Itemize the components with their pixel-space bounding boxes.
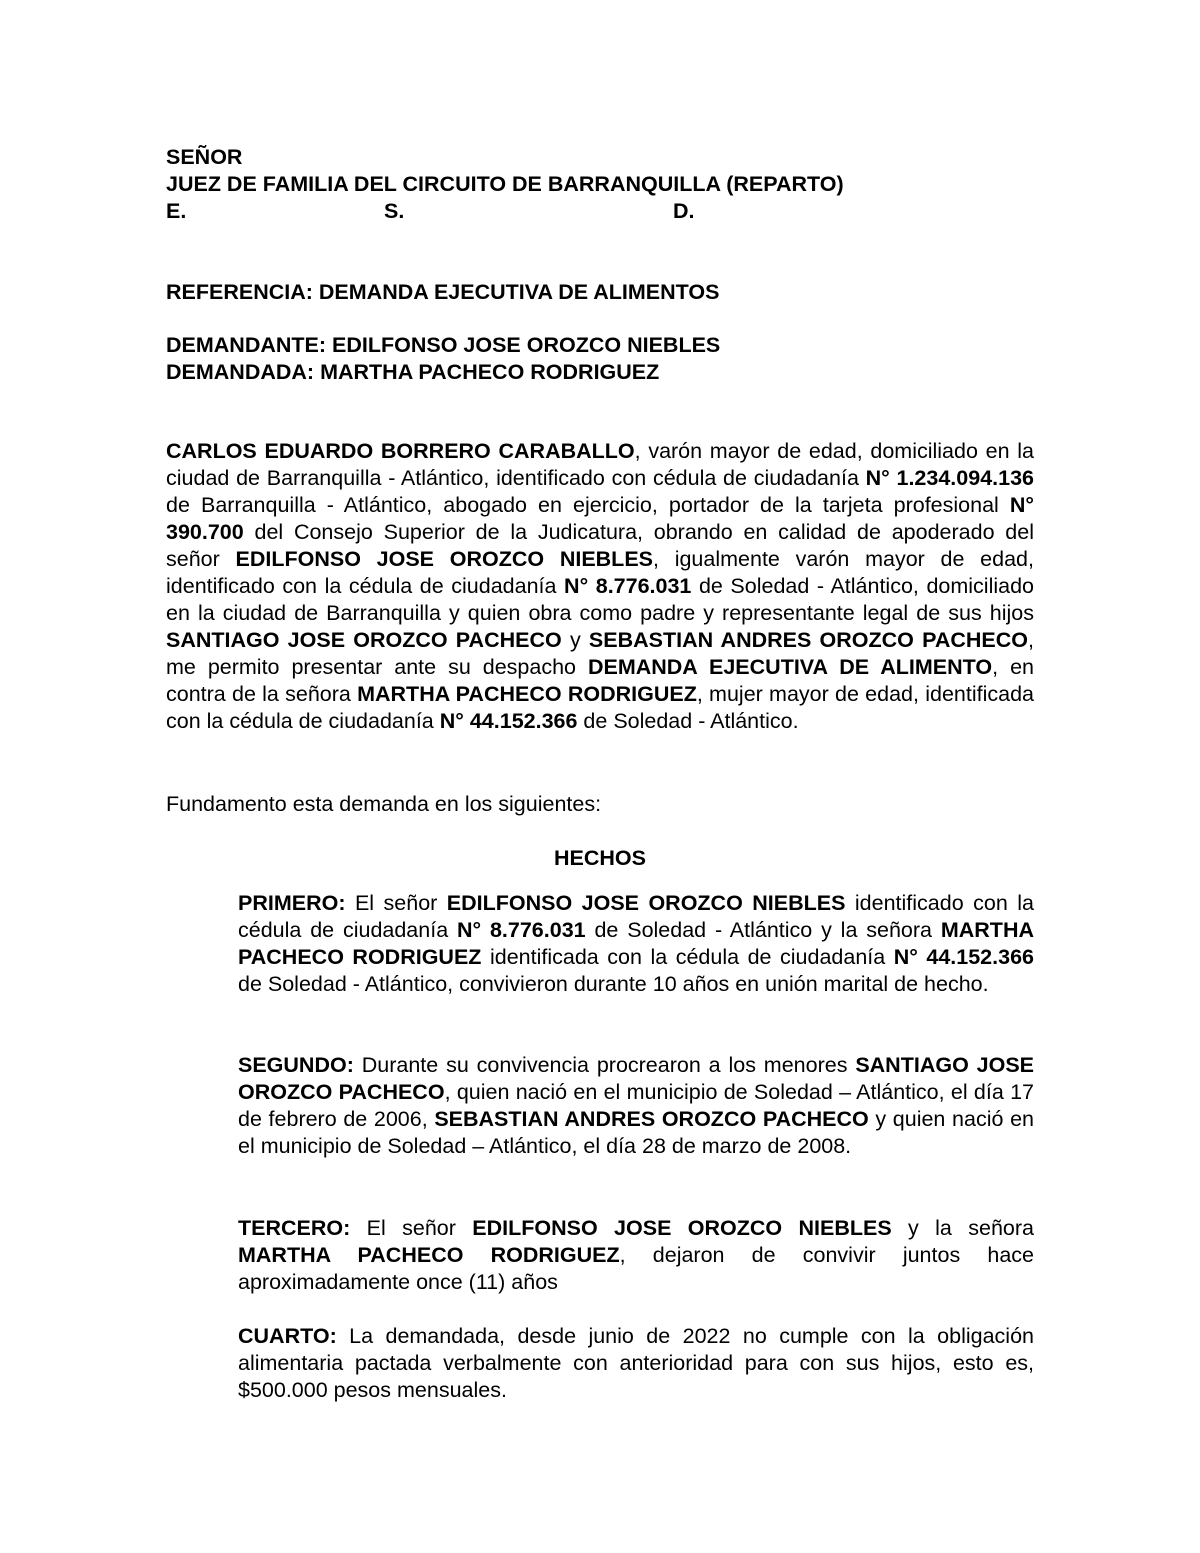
intro-text: de Soledad - Atlántico.	[577, 709, 799, 733]
hecho-text: identificado con la cédula de ciudadanía	[238, 891, 1034, 942]
defendant-name: MARTHA PACHECO RODRIGUEZ	[238, 918, 1034, 969]
hecho-text: de Soledad - Atlántico, convivieron durante 10 años en unión marital de hecho.	[238, 972, 989, 996]
attorney-name: CARLOS EDUARDO BORRERO CARABALLO	[166, 439, 635, 463]
hecho-primero	[238, 890, 1034, 998]
intro-text: , me permito presentar ante su despacho	[166, 628, 1035, 679]
hecho-text: de Soledad - Atlántico y la señora	[585, 918, 941, 942]
plaintiff-name: EDILFONSO JOSE OROZCO NIEBLES	[446, 891, 846, 915]
hecho-tercero	[238, 1215, 1034, 1296]
defendant-id: N° 44.152.366	[893, 945, 1034, 969]
hecho-label: CUARTO:	[238, 1324, 337, 1348]
demand-type: DEMANDA EJECUTIVA DE ALIMENTO	[587, 655, 993, 679]
hecho-cuarto	[238, 1323, 1034, 1404]
referencia: REFERENCIA: DEMANDA EJECUTIVA DE ALIMENTOS	[166, 280, 720, 304]
plaintiff-id: N° 8.776.031	[564, 574, 692, 598]
intro-text: , igualmente varón mayor de edad, identificado con la cédula de ciudadanía	[166, 547, 1034, 598]
attorney-id: N° 1.234.094.136	[865, 466, 1034, 490]
intro-text: , varón mayor de edad, domiciliado en la ciudad de Barranquilla - Atlántico, identificado con cédula de ciudadanía	[166, 439, 1034, 490]
defendant-name: MARTHA PACHECO RODRIGUEZ	[357, 682, 697, 706]
court-name: JUEZ DE FAMILIA DEL CIRCUITO DE BARRANQUILLA (REPARTO)	[166, 172, 844, 196]
defendant-name: MARTHA PACHECO RODRIGUEZ	[238, 1243, 620, 1267]
demandada: DEMANDADA: MARTHA PACHECO RODRIGUEZ	[166, 360, 660, 384]
professional-card: N° 390.700	[166, 493, 1034, 544]
defendant-id: N° 44.152.366	[439, 709, 578, 733]
hecho-text: y quien nació en el municipio de Soledad – Atlántico, el día 28 de marzo de 2008.	[238, 1107, 1034, 1158]
hecho-label: SEGUNDO:	[238, 1053, 354, 1077]
hecho-text: , dejaron de convivir juntos hace aproximadamente once (11) años	[238, 1243, 1034, 1294]
intro-text: , en contra de la señora	[166, 655, 1034, 706]
child-name: SANTIAGO JOSE OROZCO PACHECO	[166, 628, 562, 652]
hecho-text: El señor	[345, 891, 447, 915]
intro-paragraph	[166, 438, 1034, 735]
hechos-heading: HECHOS	[554, 846, 646, 870]
child-name: SANTIAGO JOSE OROZCO PACHECO	[238, 1053, 1035, 1104]
intro-text: y	[561, 628, 589, 652]
intro-text: de Barranquilla - Atlántico, abogado en ejercicio, portador de la tarjeta profesional	[166, 493, 1010, 517]
hecho-label: PRIMERO:	[238, 891, 346, 915]
hecho-text: El señor	[350, 1216, 473, 1240]
intro-text: del Consejo Superior de la Judicatura, obrando en calidad de apoderado del señor	[166, 520, 1034, 571]
esd-s: S.	[384, 199, 405, 223]
salutation: SEÑOR	[166, 145, 243, 169]
plaintiff-name: EDILFONSO JOSE OROZCO NIEBLES	[472, 1216, 892, 1240]
esd-d: D.	[673, 199, 695, 223]
plaintiff-id: N° 8.776.031	[457, 918, 586, 942]
hecho-text: y la señora	[891, 1216, 1034, 1240]
intro-text: de Soledad - Atlántico, domiciliado en la ciudad de Barranquilla y quien obra como padre y representante legal de sus hijos	[166, 574, 1034, 625]
intro-text: , mujer mayor de edad, identificada con la cédula de ciudadanía	[166, 682, 1034, 733]
hecho-text: , quien nació en el municipio de Soledad – Atlántico, el día 17 de febrero de 2006,	[238, 1080, 1034, 1131]
hecho-text: Durante su convivencia procrearon a los menores	[353, 1053, 856, 1077]
hecho-label: TERCERO:	[238, 1216, 351, 1240]
plaintiff-name: EDILFONSO JOSE OROZCO NIEBLES	[235, 547, 653, 571]
hecho-text: identificada con la cédula de ciudadanía	[481, 945, 894, 969]
esd-e: E.	[166, 199, 187, 223]
demandante: DEMANDANTE: EDILFONSO JOSE OROZCO NIEBLES	[166, 333, 721, 357]
hecho-text: La demandada, desde junio de 2022 no cumple con la obligación alimentaria pactada verbalmente con anterioridad para con sus hijos, esto es, $500.000 pesos mensuales.	[238, 1324, 1034, 1402]
hecho-segundo	[238, 1052, 1034, 1160]
child-name: SEBASTIAN ANDRES OROZCO PACHECO	[434, 1107, 869, 1131]
fundamento-text: Fundamento esta demanda en los siguientes:	[166, 792, 602, 816]
child-name: SEBASTIAN ANDRES OROZCO PACHECO	[588, 628, 1029, 652]
